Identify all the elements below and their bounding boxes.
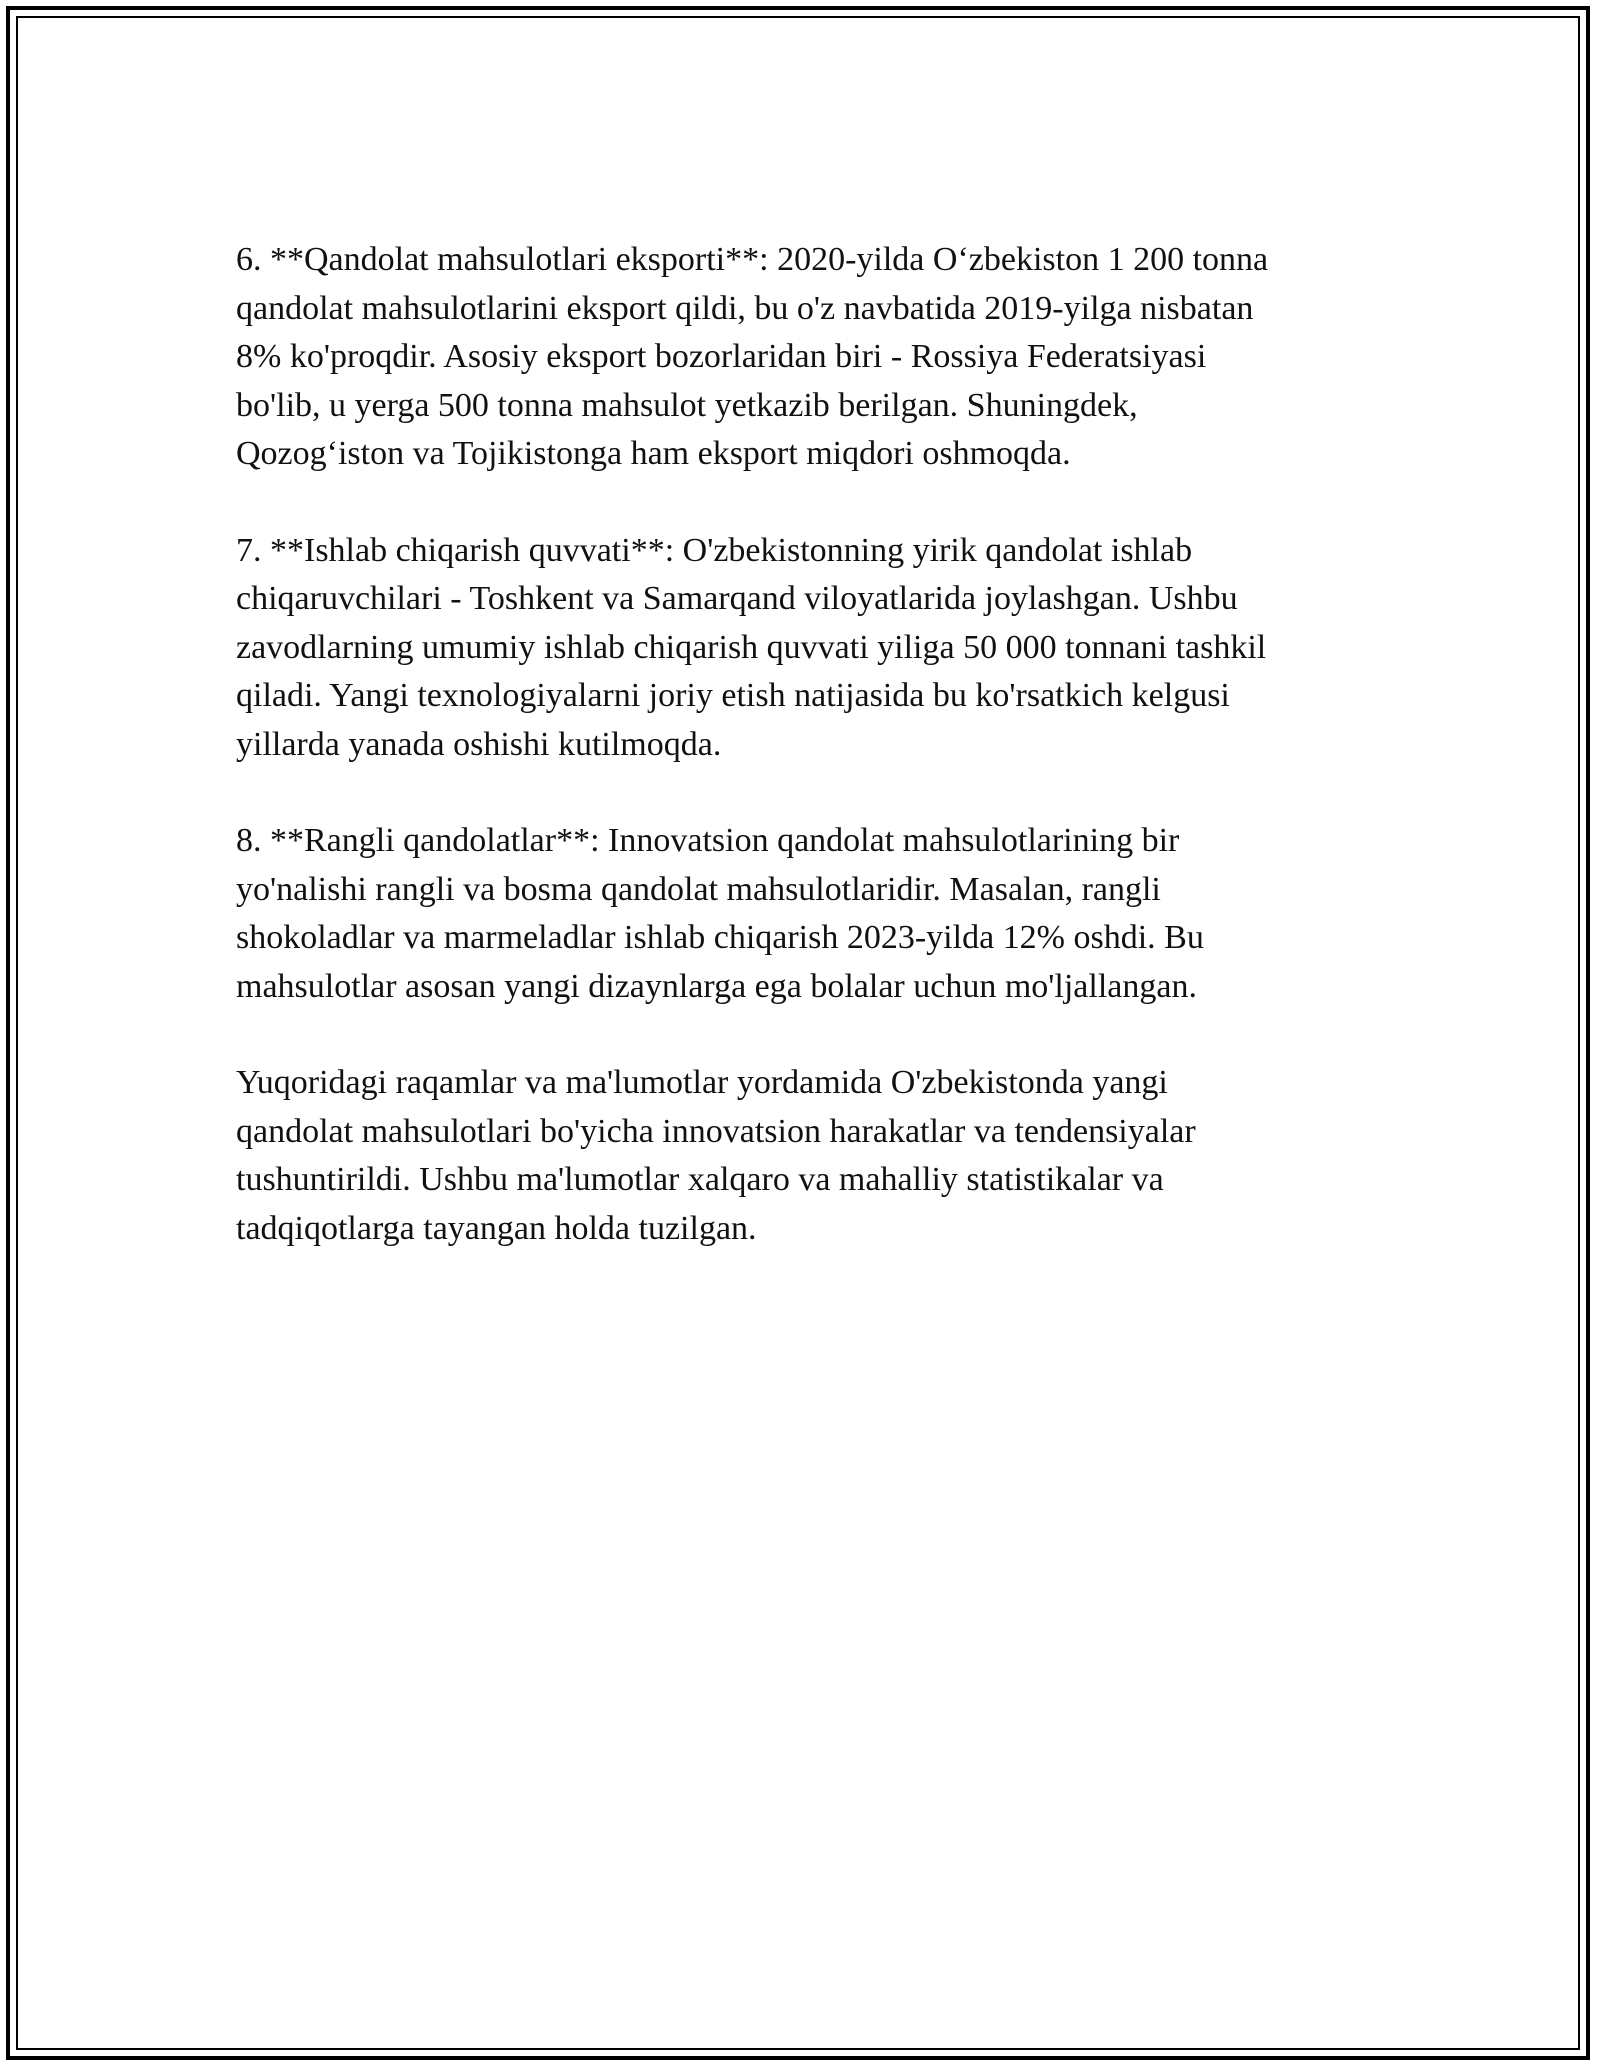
document-body xyxy=(236,236,1366,1301)
paragraph-conclusion: Yuqoridagi raqamlar va ma'lumotlar yordamida O'zbekistonda yangi qandolat mahsulotlari bo'yicha innovatsion harakatlar va tendensiyalar tushuntirildi. Ushbu ma'lumotlar xalqaro va mahalliy statistikalar va tadqiqotlarga tayangan holda tuzilgan. xyxy=(236,1064,1196,1247)
paragraph-export: 6. **Qandolat mahsulotlari eksporti**: 2020-yilda O‘zbekiston 1 200 tonna qandolat mahsulotlarini eksport qildi, bu o'z navbatida 2019-yilga nisbatan 8% ko'proqdir. Asosiy eksport bozorlaridan biri - Rossiya Federatsiyasi bo'lib, u yerga 500 tonna mahsulot yetkazib berilgan. Shuningdek, Qozog‘iston va Tojikistonga ham eksport miqdori oshmoqda. xyxy=(236,241,1269,472)
paragraph-colored-confectionery: 8. **Rangli qandolatlar**: Innovatsion qandolat mahsulotlarining bir yo'nalishi rangli va bosma qandolat mahsulotlaridir. Masalan, rangli shokoladlar va marmeladlar ishlab chiqarish 2023-yilda 12% oshdi. Bu mahsulotlar asosan yangi dizaynlarga ega bolalar uchun mo'ljallangan. xyxy=(236,822,1204,1005)
paragraph-production-capacity: 7. **Ishlab chiqarish quvvati**: O'zbekistonning yirik qandolat ishlab chiqaruvchilari - Toshkent va Samarqand viloyatlarida joylashgan. Ushbu zavodlarning umumiy ishlab chiqarish quvvati yiliga 50 000 tonnani tashkil qiladi. Yangi texnologiyalarni joriy etish natijasida bu ko'rsatkich kelgusi yillarda yanada oshishi kutilmoqda. xyxy=(236,531,1267,763)
